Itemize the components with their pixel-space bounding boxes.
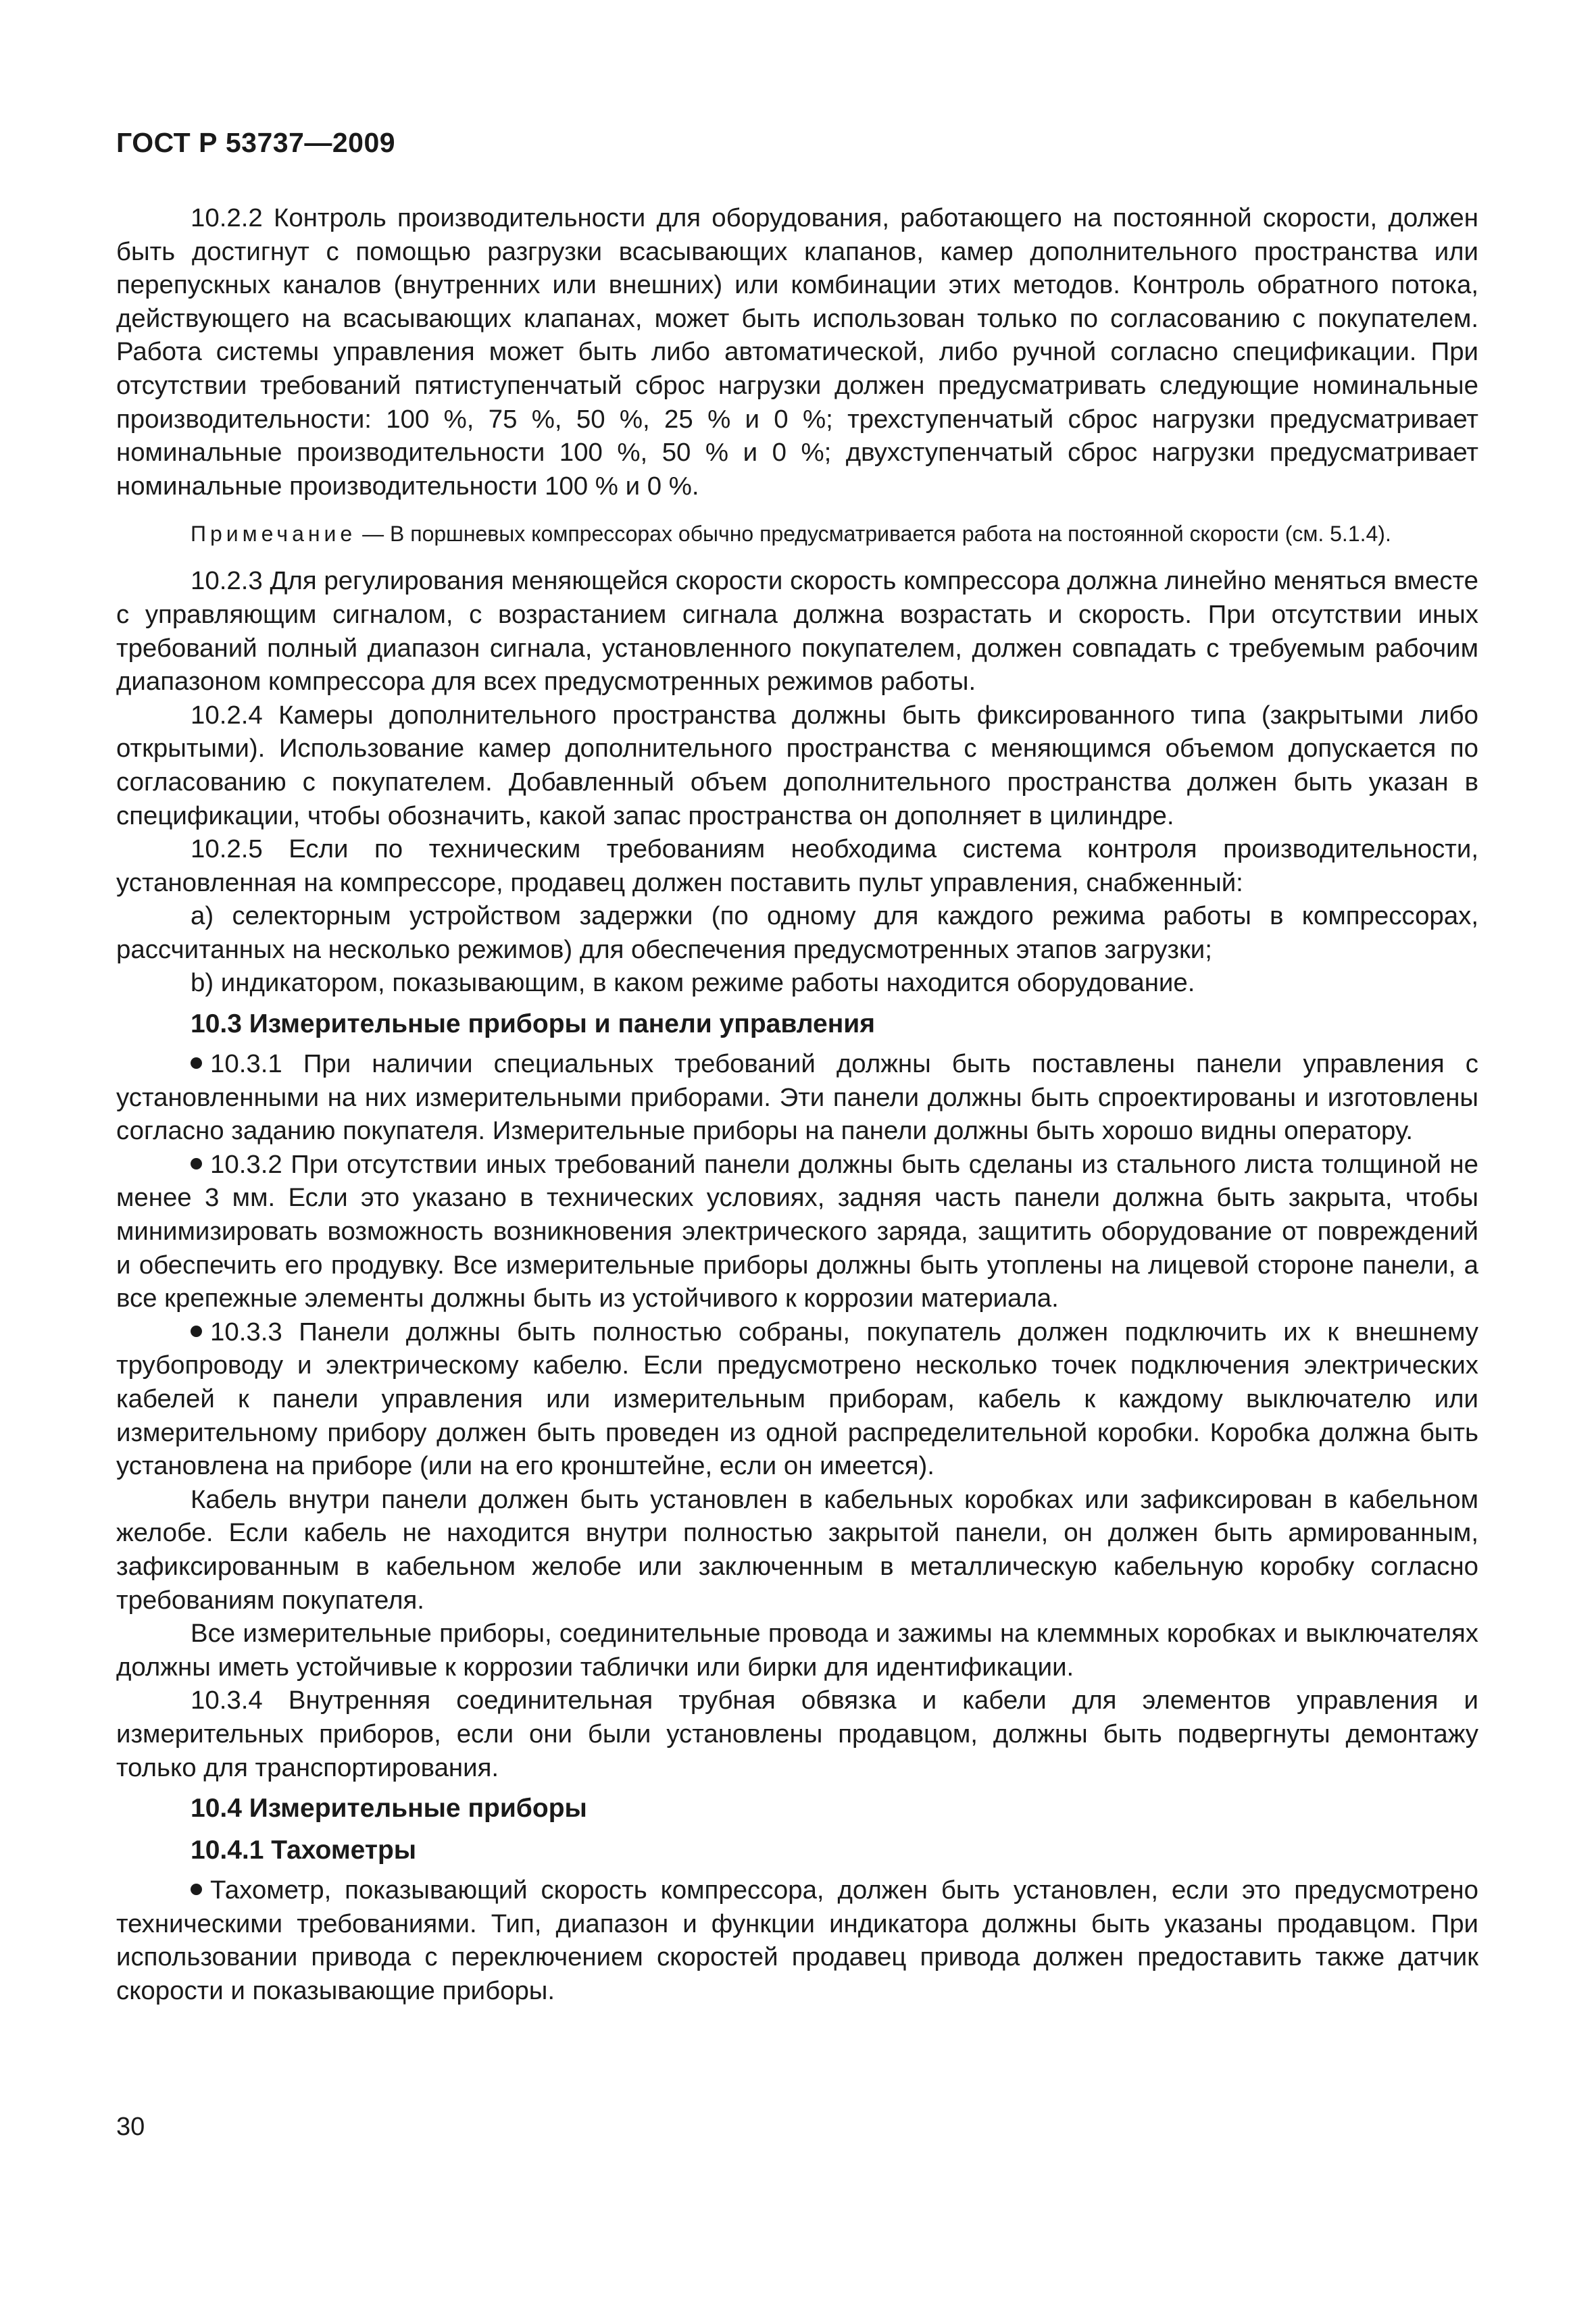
list-item-b: b) индикатором, показывающим, в каком режиме работы находится оборудование. (191, 968, 1195, 998)
paragraph-cable: Кабель внутри панели должен быть установлен в кабельных коробках или зафиксирован в кабельном желобе. Если кабель не находится внутри полностью закрытой панели, он должен быть армированным, зафиксированным в кабельном желобе или заключенным в металлическую кабельную коробку согласно требованиям покупателя. (116, 1484, 1478, 1615)
paragraph-10-2-4: 10.2.4 Камеры дополнительного пространства должны быть фиксированного типа (закрытыми либо открытыми). Использование камер дополнительного пространства с меняющимся объемом допускается по согласованию с покупателем. Добавленный объем дополнительного пространства должен быть указан в спецификации, чтобы обозначить, какой запас пространства он дополняет в цилиндре. (116, 700, 1478, 830)
paragraph-10-3-3-text: 10.3.3 Панели должны быть полностью собраны, покупатель должен подключить их к внешнему трубопроводу и электрическому кабелю. Если предусмотрено несколько точек подключения электрических кабелей к панели управления или измерительным приборам, кабель к каждому выключателю или измерительному прибору должен быть проведен из одной распределительной коробки. Коробка должна быть установлена на приборе (или на его кронштейне, если он имеется). (116, 1317, 1478, 1481)
paragraph-10-2-5: 10.2.5 Если по техническим требованиям необходима система контроля производительности, установленная на компрессоре, продавец должен поставить пульт управления, снабженный: (116, 834, 1478, 897)
bullet-icon (191, 1884, 202, 1895)
document-header: ГОСТ Р 53737—2009 (116, 127, 396, 158)
bullet-icon (191, 1057, 202, 1069)
paragraph-10-2-3: 10.2.3 Для регулирования меняющейся скорости скорость компрессора должна линейно меняться вместе с управляющим сигналом, с возрастанием сигнала должна возрастать и скорость. При отсутствии иных требований полный диапазон сигнала, установленного покупателем, должен совпадать с требуемым рабочим диапазоном компрессора для всех предусмотренных режимов работы. (116, 566, 1478, 697)
note-paragraph (116, 519, 1478, 549)
note-text: — В поршневых компрессорах обычно предусматривается работа на постоянной скорости (см. 5.1.4). (356, 522, 1391, 547)
paragraph-10-4-1 (116, 1873, 1478, 2007)
section-heading-10-3: 10.3 Измерительные приборы и панели управления (191, 1009, 876, 1039)
bullet-icon (191, 1158, 202, 1169)
paragraph-10-4-1-text: Тахометр, показывающий скорость компрессора, должен быть установлен, если это предусмотрено техническими требованиями. Тип, диапазон и функции индикатора должны быть указаны продавцом. При использовании привода с переключением скоростей продавец привода должен предоставить также датчик скорости и показывающие приборы. (116, 1876, 1478, 2005)
paragraph-10-2-2: 10.2.2 Контроль производительности для оборудования, работающего на постоянной скорости, должен быть достигнут с помощью разгрузки всасывающих клапанов, камер дополнительного пространства или перепускных каналов (внутренних или внешних) или комбинации этих методов. Контроль обратного потока, действующего на всасывающих клапанах, может быть использован только по согласованию с покупателем. Работа системы управления может быть либо автоматической, либо ручной согласно спецификации. При отсутствии требований пятиступенчатый сброс нагрузки должен предусматривать следующие номинальные производительности: 100 %, 75 %, 50 %, 25 % и 0 %; трехступенчатый сброс нагрузки предусматривает номинальные производительности 100 %, 50 % и 0 %; двухступенчатый сброс нагрузки предусматривает номинальные производительности 100 % и 0 %. (116, 203, 1478, 501)
paragraph-10-3-4: 10.3.4 Внутренняя соединительная трубная обвязка и кабели для элементов управления и измерительных приборов, если они были установлены продавцом, должны быть подвергнуты демонтажу только для транспортирования. (116, 1686, 1478, 1782)
section-heading-10-4: 10.4 Измерительные приборы (191, 1794, 587, 1823)
note-label: Примечание (191, 522, 357, 547)
paragraph-10-3-3 (116, 1315, 1478, 1483)
page-number: 30 (116, 2113, 145, 2141)
paragraph-10-3-1-text: 10.3.1 При наличии специальных требований должны быть поставлены панели управления с установленными на них измерительными приборами. Эти панели должны быть спроектированы и изготовлены согласно заданию покупателя. Измерительные приборы на панели должны быть хорошо видны оператору. (116, 1049, 1478, 1146)
document-body (116, 201, 1478, 2008)
bullet-icon (191, 1326, 202, 1337)
paragraph-10-3-2 (116, 1148, 1478, 1315)
paragraph-all-instruments: Все измерительные приборы, соединительные провода и зажимы на клеммных коробках и выключателях должны иметь устойчивые к коррозии таблички или бирки для идентификации. (116, 1619, 1478, 1682)
paragraph-10-3-2-text: 10.3.2 При отсутствии иных требований панели должны быть сделаны из стального листа толщиной не менее 3 мм. Если это указано в технических условиях, задняя часть панели должна быть закрыта, чтобы минимизировать возможность возникновения электрического заряда, защитить оборудование от повреждений и обеспечить его продувку. Все измерительные приборы должны быть утоплены на лицевой стороне панели, а все крепежные элементы должны быть из устойчивого к коррозии материала. (116, 1149, 1478, 1313)
paragraph-10-3-1 (116, 1047, 1478, 1148)
section-heading-10-4-1: 10.4.1 Тахометры (191, 1836, 417, 1865)
list-item-a: a) селекторным устройством задержки (по одному для каждого режима работы в компрессорах, рассчитанных на несколько режимов) для обеспечения предусмотренных этапов загрузки; (116, 901, 1478, 964)
